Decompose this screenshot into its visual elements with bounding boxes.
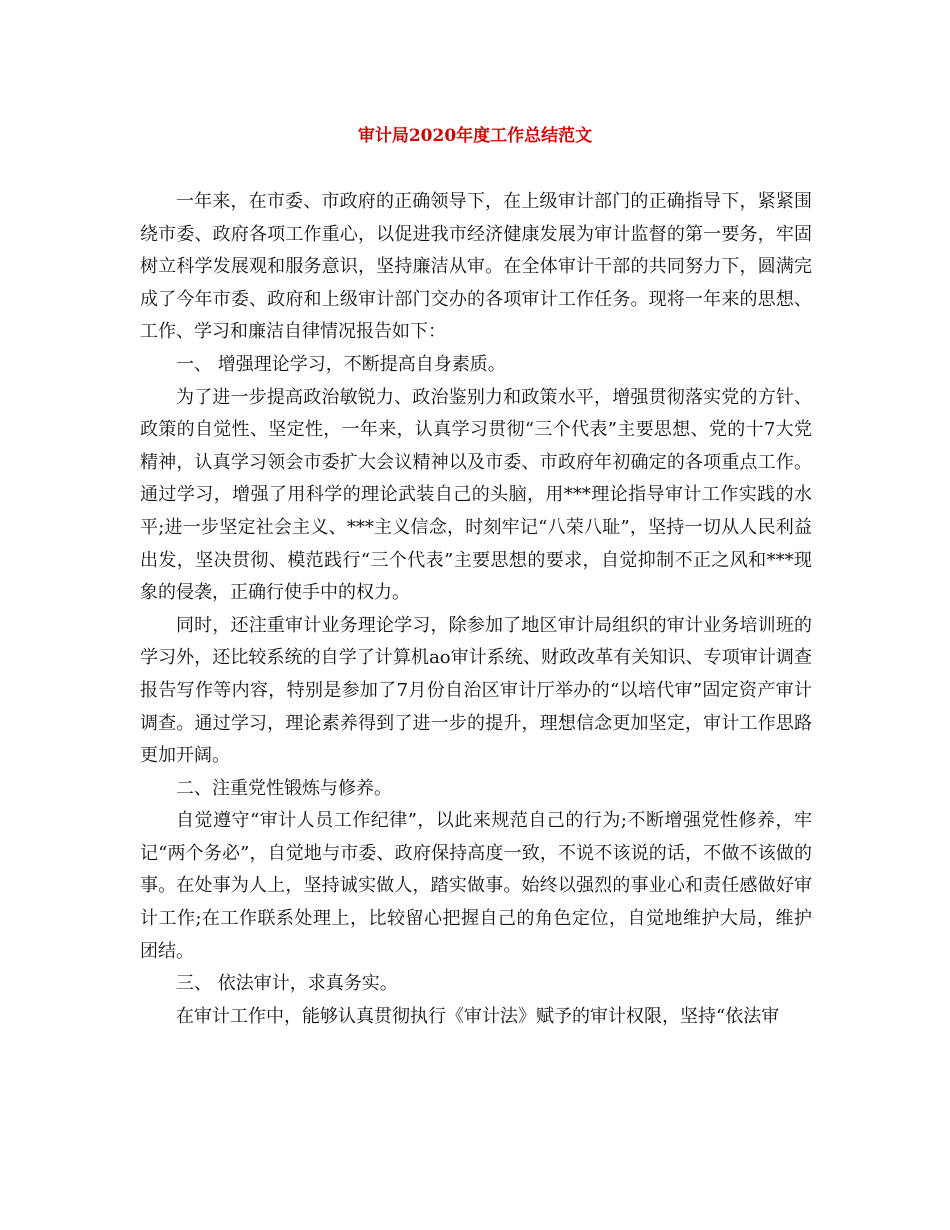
paragraph-party-discipline: 自觉遵守“审计人员工作纪律”，以此来规范自己的行为;不断增强党性修养，牢记“两个务必”，自觉地与市委、政府保持高度一致，不说不该说的话，不做不该做的事。在处事为人上，坚持诚实做人，踏实做事。始终以强烈的事业心和责任感做好审计工作;在工作联系处理上，比较留心把握自己的角色定位，自觉地维护大局，维护团结。 [140,810,812,962]
section-heading-1: 一、 增强理论学习，不断提高自身素质。 [176,353,506,375]
paragraph-intro: 一年来，在市委、市政府的正确领导下，在上级审计部门的正确指导下，紧紧围绕市委、政府各项工作重心，以促进我市经济健康发展为审计监督的第一要务，牢固树立科学发展观和服务意识，坚持廉洁从审。在全体审计干部的共同努力下，圆满完成了今年市委、政府和上级审计部门交办的各项审计工作任务。现将一年来的思想、工作、学习和廉洁自律情况报告如下： [140,191,812,343]
document-title: 审计局2020年度工作总结范文 [357,126,593,146]
paragraph-lawful-audit: 在审计工作中，能够认真贯彻执行《审计法》赋予的审计权限，坚持“依法审 [176,1005,780,1027]
document-body [140,186,812,1033]
paragraph-business-study: 同时，还注重审计业务理论学习，除参加了地区审计局组织的审计业务培训班的学习外，还比较系统的自学了计算机ao审计系统、财政改革有关知识、专项审计调查报告写作等内容，特别是参加了7月份自治区审计厅举办的“以培代审”固定资产审计调查。通过学习，理论素养得到了进一步的提升，理想信念更加坚定，审计工作思路更加开阔。 [140,614,812,767]
paragraph-theory-study: 为了进一步提高政治敏锐力、政治鉴别力和政策水平，增强贯彻落实党的方针、政策的自觉性、坚定性，一年来，认真学习贯彻“三个代表”主要思想、党的十7大党精神，认真学习领会市委扩大会议精神以及市委、市政府年初确定的各项重点工作。通过学习，增强了用科学的理论武装自己的头脑，用***理论指导审计工作实践的水平;进一步坚定社会主义、***主义信念，时刻牢记“八荣八耻”，坚持一切从人民利益出发，坚决贯彻、模范践行“三个代表”主要思想的要求，自觉抑制不正之风和***现象的侵袭，正确行使手中的权力。 [140,386,812,604]
section-heading-2: 二、注重党性锻炼与修养。 [176,777,392,799]
section-heading-3: 三、 依法审计，求真务实。 [176,973,398,995]
